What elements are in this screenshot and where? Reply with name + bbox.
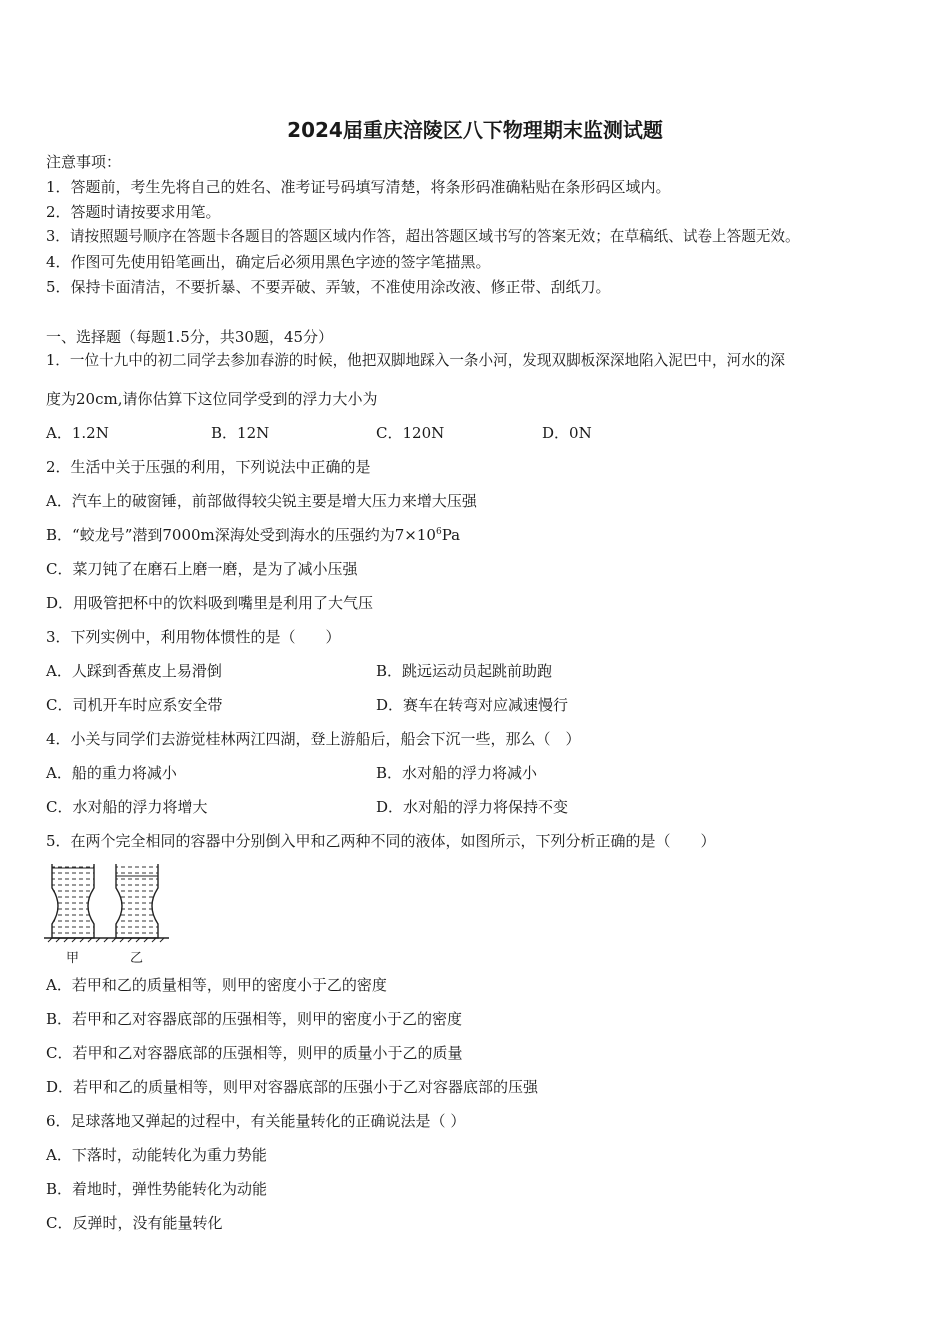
- q3-option-c: C．司机开车时应系安全带: [46, 696, 223, 714]
- exam-title: 2024届重庆涪陵区八下物理期末监测试题: [287, 118, 663, 142]
- q2-option-b-unit: Pa: [441, 526, 461, 544]
- notice-heading: 注意事项：: [46, 153, 122, 171]
- q3-stem: 3．下列实例中，利用物体惯性的是（ ）: [46, 628, 341, 646]
- q5-option-c: C．若甲和乙对容器底部的压强相等，则甲的质量小于乙的质量: [46, 1044, 463, 1062]
- q6-stem: 6．足球落地又弹起的过程中，有关能量转化的正确说法是（ ）: [46, 1112, 466, 1130]
- section-heading: 一、选择题（每题1.5分，共30题，45分）: [46, 328, 334, 346]
- q1-option-b: B．12N: [211, 424, 270, 442]
- q4-stem: 4．小关与同学们去游觉桂林两江四湖，登上游船后，船会下沉一些，那么（ ）: [46, 730, 581, 748]
- q2-option-b-main: B．“蛟龙号”潜到7000m深海处受到海水的压强约为7×10: [46, 526, 436, 544]
- q1-option-c: C．120N: [376, 424, 445, 442]
- q2-option-c: C．菜刀钝了在磨石上磨一磨，是为了减小压强: [46, 560, 358, 578]
- q2-option-d: D．用吸管把杯中的饮料吸到嘴里是利用了大气压: [46, 594, 374, 612]
- ground-hatching: [44, 938, 169, 942]
- q3-option-a: A．人踩到香蕉皮上易滑倒: [46, 662, 222, 680]
- notice-item-1: 1．答题前，考生先将自己的姓名、准考证号码填写清楚，将条形码准确粘贴在条形码区域内。: [46, 178, 671, 196]
- q1-option-d: D．0N: [542, 424, 592, 442]
- q2-stem: 2．生活中关于压强的利用，下列说法中正确的是: [46, 458, 371, 476]
- q4-option-d: D．水对船的浮力将保持不变: [376, 798, 569, 816]
- q1-stem-line1: 1．一位十九中的初二同学去参加春游的时候，他把双脚地踩入一条小河，发现双脚板深深地陷入泥巴中，河水的深: [46, 352, 785, 369]
- container-yi: [116, 864, 158, 938]
- q6-option-c: C．反弹时，没有能量转化: [46, 1214, 223, 1232]
- container-jia: [52, 864, 94, 938]
- q5-stem: 5．在两个完全相同的容器中分别倒入甲和乙两种不同的液体，如图所示，下列分析正确的是（ ）: [46, 832, 716, 850]
- q5-container-figure: [44, 858, 174, 968]
- q3-option-b: B．跳远运动员起跳前助跑: [376, 662, 553, 680]
- q5-option-d: D．若甲和乙的质量相等，则甲对容器底部的压强小于乙对容器底部的压强: [46, 1078, 539, 1096]
- q1-option-a: A．1.2N: [46, 424, 109, 442]
- q5-option-b: B．若甲和乙对容器底部的压强相等，则甲的密度小于乙的密度: [46, 1010, 463, 1028]
- label-yi: 乙: [130, 951, 144, 966]
- q4-option-b: B．水对船的浮力将减小: [376, 764, 538, 782]
- q5-option-a: A．若甲和乙的质量相等，则甲的密度小于乙的密度: [46, 976, 387, 994]
- notice-item-5: 5．保持卡面清洁，不要折暴、不要弄破、弄皱，不准使用涂改液、修正带、刮纸刀。: [46, 278, 611, 296]
- q6-option-a: A．下落时，动能转化为重力势能: [46, 1146, 267, 1164]
- label-jia: 甲: [66, 951, 80, 966]
- notice-item-2: 2．答题时请按要求用笔。: [46, 203, 221, 221]
- q2-option-b-exponent: 6: [435, 527, 442, 537]
- q2-option-b: [46, 525, 460, 545]
- q6-option-b: B．着地时，弹性势能转化为动能: [46, 1180, 268, 1198]
- q2-option-a: A．汽车上的破窗锤，前部做得较尖锐主要是增大压力来增大压强: [46, 492, 477, 510]
- q4-option-a: A．船的重力将减小: [46, 764, 177, 782]
- notice-item-3: 3．请按照题号顺序在答题卡各题目的答题区域内作答，超出答题区域书写的答案无效；在草稿纸、试卷上答题无效。: [46, 228, 800, 245]
- q3-option-d: D．赛车在转弯对应减速慢行: [376, 696, 569, 714]
- q4-option-c: C．水对船的浮力将增大: [46, 798, 208, 816]
- q1-stem-line2: 度为20cm,请你估算下这位同学受到的浮力大小为: [46, 390, 378, 408]
- notice-item-4: 4．作图可先使用铅笔画出，确定后必须用黑色字迹的签字笔描黑。: [46, 253, 491, 271]
- two-containers-diagram: [44, 858, 174, 968]
